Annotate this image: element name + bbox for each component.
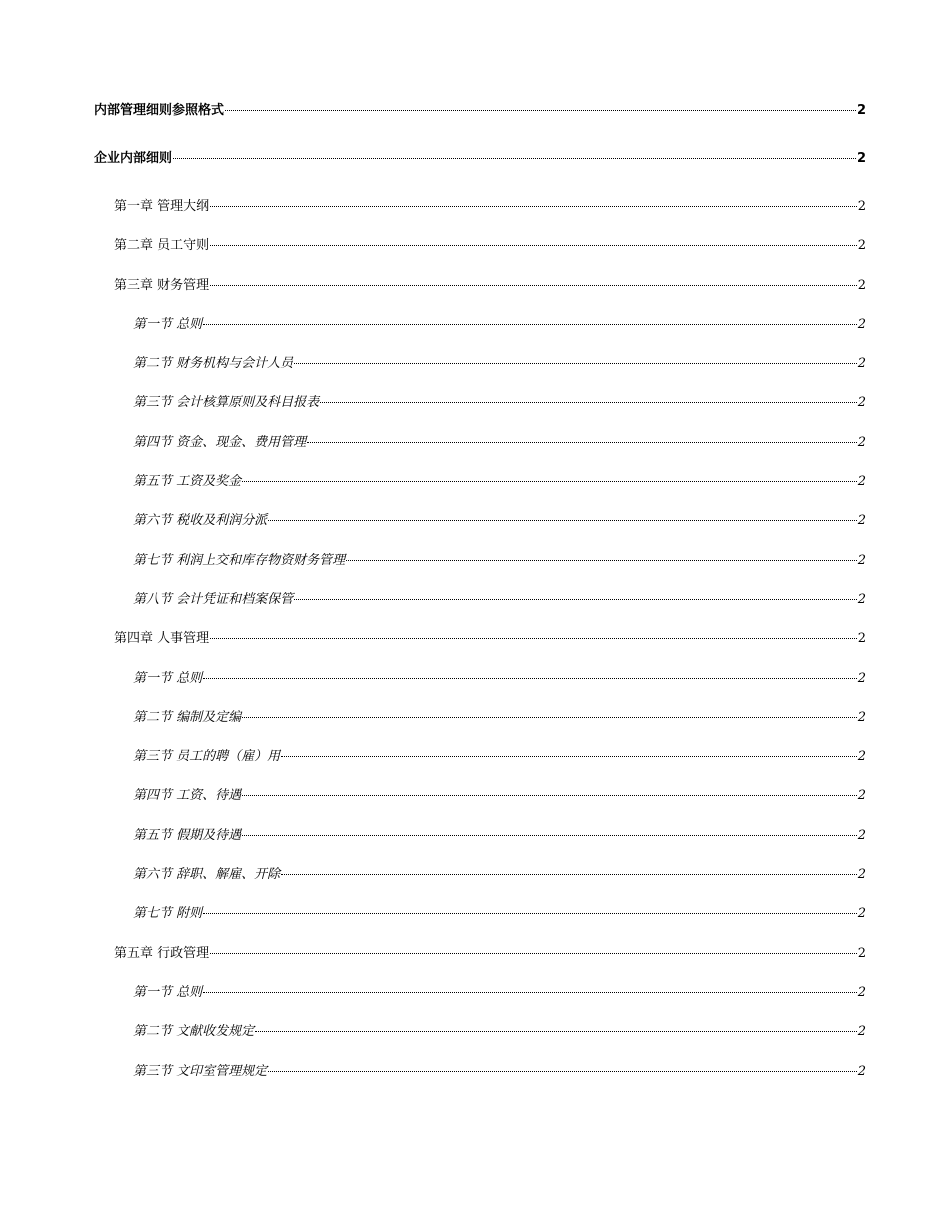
toc-entry-page: 2 bbox=[857, 591, 866, 607]
toc-entry[interactable] bbox=[94, 945, 866, 963]
toc-dot-leader bbox=[203, 678, 857, 679]
toc-entry[interactable] bbox=[94, 552, 866, 570]
toc-entry-title: 内部管理细则参照格式 bbox=[94, 103, 225, 118]
toc-entry[interactable] bbox=[94, 316, 866, 334]
toc-entry-title: 企业内部细则 bbox=[94, 151, 173, 166]
toc-entry-title: 第一章 管理大纲 bbox=[114, 199, 210, 214]
toc-dot-leader bbox=[281, 874, 857, 875]
toc-entry-page: 2 bbox=[857, 277, 866, 293]
toc-entry-page: 2 bbox=[857, 474, 866, 490]
toc-dot-leader bbox=[203, 913, 857, 914]
toc-entry-title: 第七节 附则 bbox=[133, 906, 203, 922]
toc-dot-leader bbox=[320, 402, 857, 403]
table-of-contents bbox=[94, 102, 866, 1102]
toc-dot-leader bbox=[255, 1031, 857, 1032]
toc-entry-page: 2 bbox=[857, 356, 866, 372]
toc-entry[interactable] bbox=[94, 670, 866, 688]
toc-dot-leader bbox=[281, 756, 857, 757]
toc-dot-leader bbox=[210, 638, 857, 639]
toc-dot-leader bbox=[173, 158, 856, 159]
toc-entry-page: 2 bbox=[857, 316, 866, 332]
toc-entry-page: 2 bbox=[857, 867, 866, 883]
toc-entry-title: 第一节 总则 bbox=[133, 316, 203, 332]
toc-entry[interactable] bbox=[94, 512, 866, 530]
toc-entry-page: 2 bbox=[857, 631, 866, 647]
toc-entry-title: 第四节 资金、现金、费用管理 bbox=[133, 434, 307, 450]
toc-entry-title: 第二节 编制及定编 bbox=[133, 709, 242, 725]
toc-entry-page: 2 bbox=[857, 670, 866, 686]
toc-entry-page: 2 bbox=[857, 199, 866, 214]
toc-entry[interactable] bbox=[94, 198, 866, 216]
toc-entry-page: 2 bbox=[857, 395, 866, 411]
toc-entry[interactable] bbox=[94, 355, 866, 373]
toc-dot-leader bbox=[268, 520, 857, 521]
toc-entry[interactable] bbox=[94, 394, 866, 412]
toc-dot-leader bbox=[346, 560, 857, 561]
toc-entry-page: 2 bbox=[857, 788, 866, 804]
toc-entry-page: 2 bbox=[857, 238, 866, 254]
toc-entry-page: 2 bbox=[857, 434, 866, 450]
toc-entry-title: 第四节 工资、待遇 bbox=[133, 788, 242, 804]
toc-dot-leader bbox=[242, 717, 857, 718]
toc-entry-page: 2 bbox=[857, 709, 866, 725]
toc-entry-title: 第六节 辞职、解雇、开除 bbox=[133, 867, 281, 883]
toc-entry-title: 第三节 员工的聘（雇）用 bbox=[133, 749, 281, 765]
toc-entry-page: 2 bbox=[857, 513, 866, 529]
toc-entry-title: 第四章 人事管理 bbox=[114, 631, 210, 647]
toc-entry[interactable] bbox=[94, 591, 866, 609]
toc-dot-leader bbox=[210, 953, 857, 954]
toc-entry-title: 第一节 总则 bbox=[133, 670, 203, 686]
toc-entry-page: 2 bbox=[857, 1024, 866, 1040]
toc-entry-title: 第三节 文印室管理规定 bbox=[133, 1063, 268, 1079]
toc-entry[interactable] bbox=[94, 1063, 866, 1081]
toc-entry-title: 第二节 财务机构与会计人员 bbox=[133, 356, 294, 372]
toc-entry-page: 2 bbox=[856, 151, 866, 166]
toc-entry[interactable] bbox=[94, 473, 866, 491]
toc-entry-page: 2 bbox=[856, 103, 866, 118]
toc-entry-title: 第三章 财务管理 bbox=[114, 277, 210, 293]
toc-dot-leader bbox=[203, 324, 857, 325]
toc-dot-leader bbox=[294, 599, 857, 600]
toc-dot-leader bbox=[210, 206, 857, 207]
toc-entry[interactable] bbox=[94, 827, 866, 845]
toc-entry-page: 2 bbox=[857, 945, 866, 961]
toc-entry[interactable] bbox=[94, 277, 866, 295]
toc-entry[interactable] bbox=[94, 434, 866, 452]
toc-entry-page: 2 bbox=[857, 906, 866, 922]
toc-dot-leader bbox=[307, 442, 857, 443]
toc-entry[interactable] bbox=[94, 866, 866, 884]
toc-dot-leader bbox=[210, 245, 857, 246]
toc-dot-leader bbox=[268, 1071, 857, 1072]
toc-entry[interactable] bbox=[94, 984, 866, 1002]
toc-entry-title: 第八节 会计凭证和档案保管 bbox=[133, 591, 294, 607]
toc-dot-leader bbox=[210, 285, 857, 286]
toc-entry[interactable] bbox=[94, 787, 866, 805]
toc-entry-title: 第六节 税收及利润分派 bbox=[133, 513, 268, 529]
toc-entry-title: 第五节 工资及奖金 bbox=[133, 474, 242, 490]
toc-entry-title: 第一节 总则 bbox=[133, 984, 203, 1000]
toc-entry[interactable] bbox=[94, 102, 866, 120]
toc-entry[interactable] bbox=[94, 905, 866, 923]
toc-entry-title: 第五章 行政管理 bbox=[114, 945, 210, 961]
toc-entry[interactable] bbox=[94, 150, 866, 168]
toc-entry-page: 2 bbox=[857, 749, 866, 765]
toc-entry-title: 第七节 利润上交和库存物资财务管理 bbox=[133, 552, 346, 568]
toc-dot-leader bbox=[225, 110, 856, 111]
toc-entry-title: 第五节 假期及待遇 bbox=[133, 827, 242, 843]
toc-dot-leader bbox=[242, 835, 857, 836]
toc-entry-page: 2 bbox=[857, 552, 866, 568]
toc-entry-title: 第三节 会计核算原则及科目报表 bbox=[133, 395, 320, 411]
toc-entry[interactable] bbox=[94, 630, 866, 648]
toc-entry[interactable] bbox=[94, 237, 866, 255]
toc-entry[interactable] bbox=[94, 709, 866, 727]
toc-entry[interactable] bbox=[94, 748, 866, 766]
toc-entry-page: 2 bbox=[857, 984, 866, 1000]
toc-entry-page: 2 bbox=[857, 827, 866, 843]
toc-dot-leader bbox=[242, 481, 857, 482]
toc-dot-leader bbox=[203, 992, 857, 993]
toc-dot-leader bbox=[242, 795, 857, 796]
toc-entry-page: 2 bbox=[857, 1063, 866, 1079]
toc-entry-title: 第二节 文献收发规定 bbox=[133, 1024, 255, 1040]
toc-entry-title: 第二章 员工守则 bbox=[114, 238, 210, 254]
toc-dot-leader bbox=[294, 363, 857, 364]
toc-entry[interactable] bbox=[94, 1023, 866, 1041]
